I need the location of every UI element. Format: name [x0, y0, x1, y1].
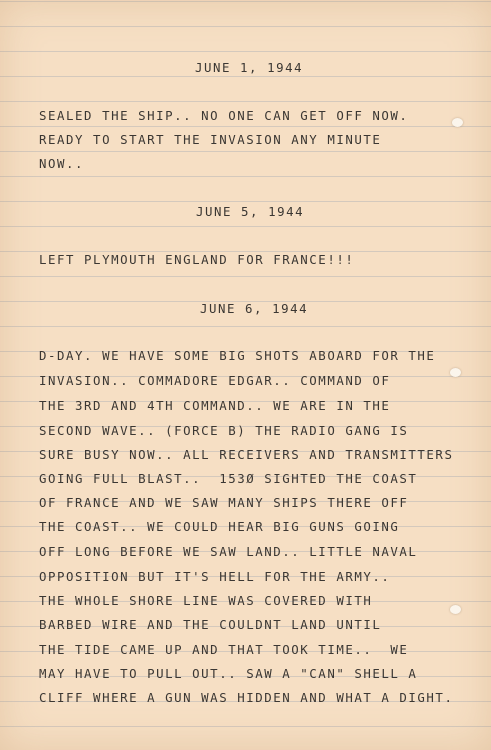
entry-line: THE 3RD AND 4TH COMMAND.. WE ARE IN THE	[39, 398, 391, 413]
entry-line: MAY HAVE TO PULL OUT.. SAW A "CAN" SHELL A	[39, 666, 418, 681]
entry-date-june-6: JUNE 6, 1944	[200, 301, 309, 316]
paper-hole	[452, 118, 463, 127]
paper-hole	[450, 605, 461, 614]
entry-line: LEFT PLYMOUTH ENGLAND FOR FRANCE!!!	[39, 252, 355, 267]
entry-date-june-5: JUNE 5, 1944	[196, 204, 305, 219]
entry-line: OF FRANCE AND WE SAW MANY SHIPS THERE OFF	[39, 495, 409, 510]
entry-line: THE WHOLE SHORE LINE WAS COVERED WITH	[39, 593, 373, 608]
entry-line: OPPOSITION BUT IT'S HELL FOR THE ARMY..	[39, 569, 391, 584]
entry-line: INVASION.. COMMADORE EDGAR.. COMMAND OF	[39, 373, 391, 388]
paper-hole	[450, 368, 461, 377]
entry-line: OFF LONG BEFORE WE SAW LAND.. LITTLE NAVAL	[39, 544, 418, 559]
entry-line: CLIFF WHERE A GUN WAS HIDDEN AND WHAT A DIGHT.	[39, 690, 454, 705]
entry-line: SECOND WAVE.. (FORCE B) THE RADIO GANG IS	[39, 423, 409, 438]
entry-line: THE TIDE CAME UP AND THAT TOOK TIME.. WE	[39, 642, 409, 657]
entry-line: READY TO START THE INVASION ANY MINUTE	[39, 132, 382, 147]
entry-date-june-1: JUNE 1, 1944	[195, 60, 304, 75]
entry-line: SEALED THE SHIP.. NO ONE CAN GET OFF NOW.	[39, 108, 409, 123]
entry-line: BARBED WIRE AND THE COULDNT LAND UNTIL	[39, 617, 382, 632]
entry-line: THE COAST.. WE COULD HEAR BIG GUNS GOING	[39, 519, 400, 534]
entry-line: GOING FULL BLAST.. 153Ø SIGHTED THE COAST	[39, 471, 418, 486]
entry-line: SURE BUSY NOW.. ALL RECEIVERS AND TRANSMITTERS	[39, 447, 454, 462]
entry-line: NOW..	[39, 156, 85, 171]
entry-line: D-DAY. WE HAVE SOME BIG SHOTS ABOARD FOR THE	[39, 348, 436, 363]
